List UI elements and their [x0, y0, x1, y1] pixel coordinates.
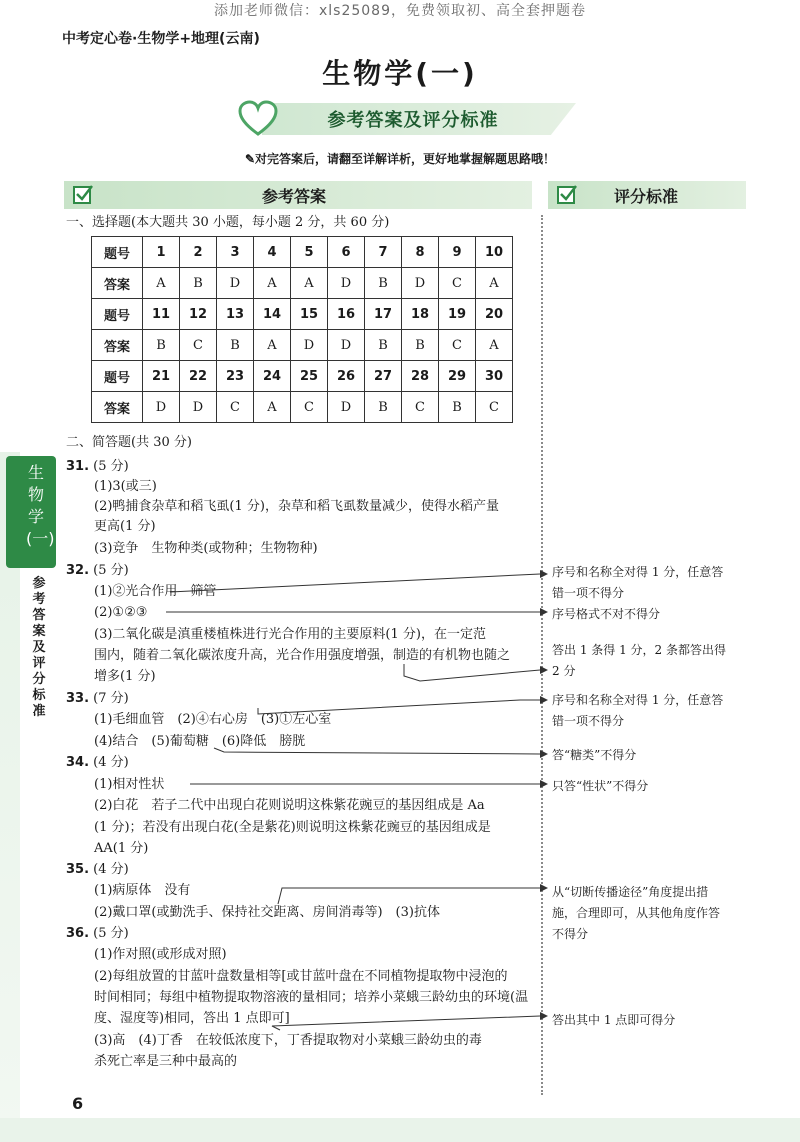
answer-line: (1)3(或三) [94, 479, 157, 494]
side-label: 参考答案及评分标准 [32, 576, 46, 719]
question-number: 18 [402, 299, 439, 330]
question-number: 10 [476, 237, 513, 268]
row-label: 答案 [92, 268, 143, 299]
question-number: 28 [402, 361, 439, 392]
question-number: 20 [476, 299, 513, 330]
tip-message: 对完答案后，请翻至详解详析，更好地掌握解题思路哦！ [255, 152, 556, 166]
answer-cell: B [180, 268, 217, 299]
question-number: 32. [66, 563, 90, 578]
answer-line: (1)作对照(或形成对照) [94, 947, 227, 962]
question-number: 24 [254, 361, 291, 392]
scoring-note: 序号和名称全对得 1 分，任意答 [552, 565, 724, 579]
answer-line: (4)结合 (5)葡萄糖 (6)降低 膀胱 [94, 734, 306, 749]
question-number: 31. [66, 459, 90, 474]
part2-heading: 二、简答题(共 30 分) [66, 435, 192, 450]
question-number: 34. [66, 755, 90, 770]
scoring-note: 答出 1 条得 1 分，2 条都答出得 [552, 643, 726, 657]
scoring-note: 施，合理即可，从其他角度作答 [552, 906, 721, 920]
scoring-note: 错一项不得分 [552, 714, 625, 728]
row-label: 题号 [92, 237, 143, 268]
answer-cell: A [476, 268, 513, 299]
connector-line [278, 888, 540, 904]
answer-cell: A [254, 330, 291, 361]
question-number: 14 [254, 299, 291, 330]
answer-line: 更高(1 分) [94, 519, 156, 534]
arrow-head [540, 608, 548, 616]
question-score: (4 分) [93, 755, 129, 770]
connector-line [272, 1016, 540, 1030]
question-number: 22 [180, 361, 217, 392]
answer-cell: B [365, 268, 402, 299]
question-number: 30 [476, 361, 513, 392]
answer-line: (1)病原体 没有 [94, 883, 191, 898]
answer-line: (3)竞争 生物种类(或物种；生物物种) [94, 541, 318, 556]
page-number: 6 [72, 1094, 84, 1113]
question-number: 7 [365, 237, 402, 268]
answer-cell: C [439, 330, 476, 361]
answer-cell: D [180, 392, 217, 423]
page-title: 生物学(一) [322, 57, 478, 90]
answer-cell: A [291, 268, 328, 299]
connector-line [404, 664, 540, 681]
question-number: 29 [439, 361, 476, 392]
question-number: 2 [180, 237, 217, 268]
answer-cell: D [402, 268, 439, 299]
answer-cell: B [143, 330, 180, 361]
banner-title: 参考答案及评分标准 [327, 110, 499, 131]
answer-cell: D [328, 330, 365, 361]
answer-cell: C [402, 392, 439, 423]
connector-line [214, 748, 540, 754]
part1-heading: 一、选择题(本大题共 30 小题，每小题 2 分，共 60 分) [66, 215, 390, 230]
answer-cell: B [402, 330, 439, 361]
answer-cell: C [291, 392, 328, 423]
answer-cell: A [254, 268, 291, 299]
question-number: 23 [217, 361, 254, 392]
question-number: 33. [66, 691, 90, 706]
question-score: (5 分) [93, 459, 129, 474]
question-number: 16 [328, 299, 365, 330]
answer-line: (1)毛细血管 (2)④右心房 (3)①左心室 [94, 712, 332, 727]
answer-cell: C [180, 330, 217, 361]
connector-line [258, 700, 540, 714]
answer-line: (2)戴口罩(或勤洗手、保持社交距离、房间消毒等) (3)抗体 [94, 905, 440, 920]
answer-cell: A [476, 330, 513, 361]
question-number: 27 [365, 361, 402, 392]
question-number: 8 [402, 237, 439, 268]
answer-line: (1)②光合作用 筛管 [94, 584, 217, 599]
scoring-note: 错一项不得分 [552, 586, 625, 600]
arrow-head [540, 570, 548, 578]
arrow-head [540, 750, 548, 758]
question-number: 5 [291, 237, 328, 268]
question-number: 4 [254, 237, 291, 268]
answer-cell: C [217, 392, 254, 423]
arrow-head [540, 780, 548, 788]
answer-line: (3)二氧化碳是滇重楼植株进行光合作用的主要原料(1 分)，在一定范 [94, 627, 486, 642]
answer-line: (2)白花 若子二代中出现白花则说明这株紫花豌豆的基因组成是 Aa [94, 798, 485, 813]
question-number: 25 [291, 361, 328, 392]
question-score: (5 分) [93, 926, 129, 941]
scoring-note: 序号和名称全对得 1 分，任意答 [552, 693, 724, 707]
row-label: 题号 [92, 361, 143, 392]
question-number: 19 [439, 299, 476, 330]
question-number: 11 [143, 299, 180, 330]
scoring-note: 序号格式不对不得分 [552, 607, 661, 621]
scoring-note: 从“切断传播途径”角度提出措 [552, 885, 709, 899]
row-label: 答案 [92, 392, 143, 423]
watermark: 添加老师微信：xls25089，免费领取初、高全套押题卷 [213, 3, 586, 19]
arrow-head [540, 884, 548, 892]
question-number: 15 [291, 299, 328, 330]
question-score: (4 分) [93, 862, 129, 877]
arrow-head [540, 666, 548, 674]
answer-cell: B [365, 330, 402, 361]
arrow-head [540, 696, 548, 704]
answer-cell: B [217, 330, 254, 361]
scoring-note: 只答“性状”不得分 [552, 779, 649, 793]
row-label: 答案 [92, 330, 143, 361]
connector-line [170, 574, 540, 592]
answer-cell: C [476, 392, 513, 423]
scoring-note: 不得分 [552, 927, 589, 941]
answers-section-title: 参考答案 [262, 187, 327, 206]
answer-cell: B [439, 392, 476, 423]
arrow-head [540, 1012, 548, 1020]
pen-icon: ✎ [244, 152, 256, 166]
answer-cell: B [365, 392, 402, 423]
answer-cell: D [328, 268, 365, 299]
scoring-note: 答“糖类”不得分 [552, 748, 637, 762]
question-number: 13 [217, 299, 254, 330]
question-number: 1 [143, 237, 180, 268]
answer-line: (1)相对性状 [94, 777, 165, 792]
answer-line: 度、湿度等)相同，答出 1 点即可] [94, 1011, 290, 1026]
answer-line: AA(1 分) [94, 841, 149, 856]
book-title: 中考定心卷·生物学+地理(云南) [62, 31, 260, 47]
answer-line: 增多(1 分) [94, 669, 156, 684]
question-score: (5 分) [93, 563, 129, 578]
question-number: 26 [328, 361, 365, 392]
answer-line: (1 分)；若没有出现白花(全是紫花)则说明这株紫花豌豆的基因组成是 [94, 820, 491, 835]
answer-line: 围内，随着二氧化碳浓度升高，光合作用强度增强，制造的有机物也随之 [94, 648, 511, 663]
answer-line: (2)鸭捕食杂草和稻飞虱(1 分)，杂草和稻飞虱数量减少，使得水稻产量 [94, 499, 499, 514]
answer-cell: D [143, 392, 180, 423]
answer-cell: C [439, 268, 476, 299]
side-tab-text: 生物学(一) [26, 463, 55, 548]
question-number: 3 [217, 237, 254, 268]
question-number: 17 [365, 299, 402, 330]
scoring-note: 2 分 [552, 664, 576, 678]
answer-line: (2)每组放置的甘蓝叶盘数量相等[或甘蓝叶盘在不同植物提取物中浸泡的 [94, 969, 508, 984]
answer-line: (3)高 (4)丁香 在较低浓度下，丁香提取物对小菜蛾三龄幼虫的毒 [94, 1033, 482, 1048]
question-number: 12 [180, 299, 217, 330]
answer-line: 杀死亡率是三种中最高的 [94, 1054, 238, 1069]
scoring-section-title: 评分标准 [614, 187, 679, 206]
answer-line: 时间相同；每组中植物提取物溶液的量相同；培养小菜蛾三龄幼虫的环境(温 [94, 990, 529, 1005]
answer-line: (2)①②③ [94, 605, 148, 620]
question-number: 9 [439, 237, 476, 268]
question-number: 36. [66, 926, 90, 941]
answer-cell: A [254, 392, 291, 423]
row-label: 题号 [92, 299, 143, 330]
answer-cell: D [328, 392, 365, 423]
answer-cell: A [143, 268, 180, 299]
question-number: 6 [328, 237, 365, 268]
question-score: (7 分) [93, 691, 129, 706]
question-number: 35. [66, 862, 90, 877]
scoring-note: 答出其中 1 点即可得分 [552, 1013, 676, 1027]
answer-cell: D [217, 268, 254, 299]
question-number: 21 [143, 361, 180, 392]
answer-cell: D [291, 330, 328, 361]
